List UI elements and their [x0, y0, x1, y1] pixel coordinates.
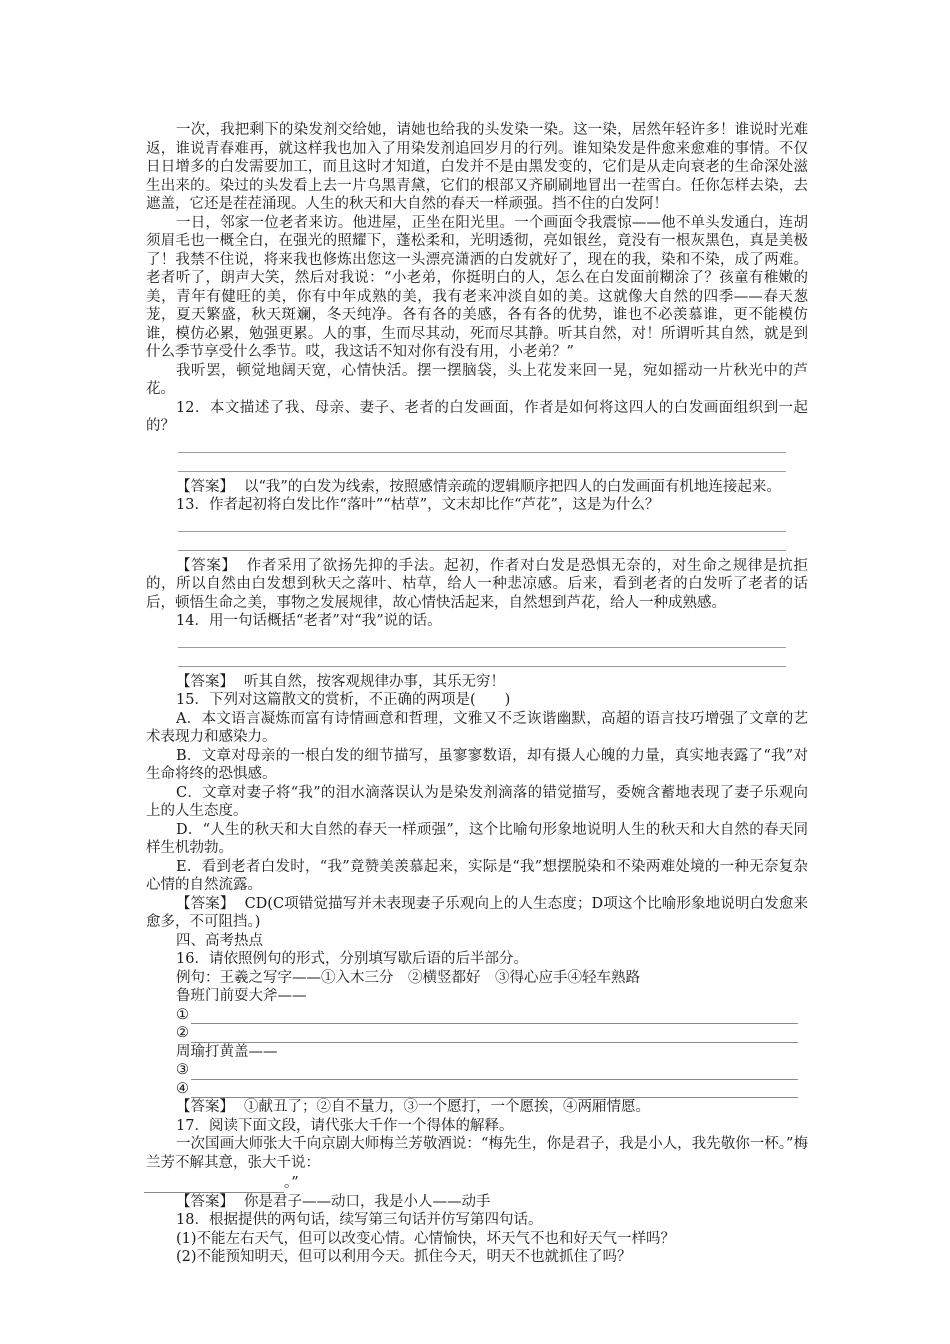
answer-line: [178, 538, 786, 551]
blank-line[interactable]: [191, 1083, 798, 1098]
blank-line[interactable]: [191, 1009, 798, 1024]
fill-line-2[interactable]: [176, 1024, 808, 1043]
blank-line[interactable]: [191, 1065, 798, 1080]
answer-text: CD(C项错觉描写并未表现妻子乐观向上的人生态度；D项这个比喻形象地说明白发愈来愈多，不可阻挡。): [146, 895, 809, 930]
question-16: 16．请依照例句的形式，分别填写歇后语的后半部分。: [176, 951, 528, 967]
answer-line: [178, 440, 786, 453]
body-paragraph: 一日，邻家一位老者来访。他进屋，正坐在阳光里。一个画面令我震惊——他不单头发通白，连胡须眉毛也一概全白，在强光的照耀下，蓬松柔和，光明透彻，亮如银丝，竟没有一根灰黑色，真是美极了！我禁不住说，将来我也修炼出您这一头漂亮潇洒的白发就好了，现在的我，染和不染，成了两难。老者听了，朗声大笑，然后对我说：“小老弟，你挺明白的人，怎么在白发面前糊涂了？孩童有稚嫩的美，青年有健旺的美，你有中年成熟的美，我有老来冲淡自如的美。这就像大自然的四季——春天葱茏，夏天繁盛，秋天斑斓，冬天纯净。各有各的美感，各有各的优势，谁也不必羡慕谁，更不能模仿谁，模仿必累，勉强更累。人的事，生而尽其动，死而尽其静。听其自然，对！所谓听其自然，就是到什么季节享受什么季节。哎，我这话不知对你有没有用，小老弟？”: [146, 214, 808, 360]
answer-14: [146, 673, 808, 692]
answer-12: [146, 478, 808, 497]
answer-line: [178, 654, 786, 667]
answer-13: [146, 557, 808, 613]
fill-line-17[interactable]: [144, 1174, 808, 1193]
answer-text: 你是君子——动口，我是小人——动手: [244, 1193, 491, 1210]
fill-mark: ④: [176, 1080, 189, 1097]
answer-17: [146, 1193, 808, 1212]
answer-tag: 【答案】: [176, 895, 235, 912]
item-18-1: (1)不能左右天气，但可以改变心情。心情愉快，坏天气不也和好天气一样吗？: [176, 1230, 676, 1247]
question-13: 13．作者起初将白发比作“落叶”“枯草”，文末却比作“芦花”，这是为什么？: [176, 497, 660, 513]
answer-text: 听其自然，按客观规律办事，其乐无穷！: [244, 673, 505, 690]
question-18: 18．根据提供的两句话，续写第三句话并仿写第四句话。: [176, 1212, 543, 1228]
question-14: 14．用一句话概括“老者”对“我”说的话。: [176, 613, 442, 629]
answer-text: 作者采用了欲扬先抑的手法。起初，作者对白发是恐惧无奈的，对生命之规律是抗拒的，所以自然由白发想到秋天之落叶、枯草，给人一种悲凉感。后来，看到老者的白发听了老者的话后，顿悟生命之美，事物之发展规律，故心情快活起来，自然想到芦花，给人一种成熟感。: [146, 557, 808, 611]
fill-line-1[interactable]: [176, 1006, 808, 1025]
question-15: 15．下列对这篇散文的赏析，不正确的两项是( ): [176, 692, 511, 708]
section-heading: 四、高考热点: [176, 932, 263, 949]
fill-line-3[interactable]: [176, 1061, 808, 1080]
prompt-2: 周瑜打黄盖——: [176, 1043, 278, 1060]
blank-line[interactable]: [144, 1178, 284, 1193]
answer-tag: 【答案】: [176, 1193, 234, 1210]
answer-tag: 【答案】: [176, 1099, 234, 1115]
example-sentence: 例句：王羲之写字——①入木三分 ②横竖都好 ③得心应手④轻车熟路: [176, 969, 640, 986]
passage-17: 一次国画大师张大千向京剧大师梅兰芳敬酒说：“梅先生，你是君子，我是小人，我先敬你一杯。”梅兰芳不解其意，张大千说：: [146, 1136, 808, 1171]
question-12: 12．本文描述了我、母亲、妻子、老者的白发画面，作者是如何将这四人的白发画面组织到一起的？: [146, 399, 808, 434]
blank-line[interactable]: [191, 1028, 798, 1043]
fill-mark: ①: [176, 1006, 189, 1023]
answer-line: [178, 459, 786, 472]
fill-line-4[interactable]: [176, 1080, 808, 1099]
answer-tag: 【答案】: [176, 673, 234, 690]
fill-mark: ③: [176, 1062, 189, 1078]
answer-15: [146, 895, 808, 932]
answer-tag: 【答案】: [176, 478, 234, 495]
option-c: C．文章对妻子将“我”的泪水滴落误认为是染发剂滴落的错觉描写，委婉含蓄地表现了妻子乐观向上的人生态度。: [146, 784, 808, 819]
prompt-1: 鲁班门前耍大斧——: [176, 988, 307, 1004]
answer-tag: 【答案】: [176, 557, 237, 574]
quote-tail: 。”: [284, 1175, 299, 1191]
answer-text: 以“我”的白发为线索，按照感情亲疏的逻辑顺序把四人的白发画面有机地连接起来。: [244, 478, 781, 495]
item-18-2: (2)不能预知明天，但可以利用今天。抓住今天，明天不也就抓住了吗？: [176, 1249, 632, 1265]
option-d: D．“人生的秋天和大自然的春天一样顽强”，这个比喻句形象地说明人生的秋天和大自然的春天同样生机勃勃。: [146, 821, 808, 856]
answer-line: [178, 519, 786, 532]
answer-16: [146, 1098, 808, 1117]
option-b: B．文章对母亲的一根白发的细节描写，虽寥寥数语，却有摄人心魄的力量，真实地表露了“我”对生命将终的恐惧感。: [146, 747, 808, 782]
option-e: E．看到老者白发时，“我”竟赞美羡慕起来，实际是“我”想摆脱染和不染两难处境的一种无奈复杂心情的自然流露。: [146, 858, 808, 893]
document-page: [146, 121, 808, 1267]
body-paragraph: 我听罢，顿觉地阔天宽，心情快活。摆一摆脑袋，头上花发来回一晃，宛如摇动一片秋光中的芦花。: [146, 362, 808, 397]
answer-text: ①献丑了；②自不量力，③一个愿打，一个愿挨，④两厢情愿。: [244, 1099, 650, 1115]
question-17: 17．阅读下面文段，请代张大千作一个得体的解释。: [176, 1117, 514, 1134]
fill-mark: ②: [176, 1025, 189, 1041]
answer-line: [178, 635, 786, 648]
body-paragraph: 一次，我把剩下的染发剂交给她，请她也给我的头发染一染。这一染，居然年轻许多！谁说时光难返，谁说青春难再，就这样我也加入了用染发剂追回岁月的行列。谁知染发是件愈来愈难的事情。不仅日日增多的白发需要加工，而且这时才知道，白发并不是由黑发变的，它们是从走向衰老的生命深处滋生出来的。染过的头发看上去一片乌黑青黛，它们的根部又齐刷刷地冒出一茬雪白。任你怎样去染，去遮盖，它还是茬茬涌现。人生的秋天和大自然的春天一样顽强。挡不住的白发阿！: [146, 122, 808, 212]
option-a: A．本文语言凝炼而富有诗情画意和哲理，文雅又不乏诙谐幽默，高超的语言技巧增强了文章的艺术表现力和感染力。: [146, 710, 808, 745]
